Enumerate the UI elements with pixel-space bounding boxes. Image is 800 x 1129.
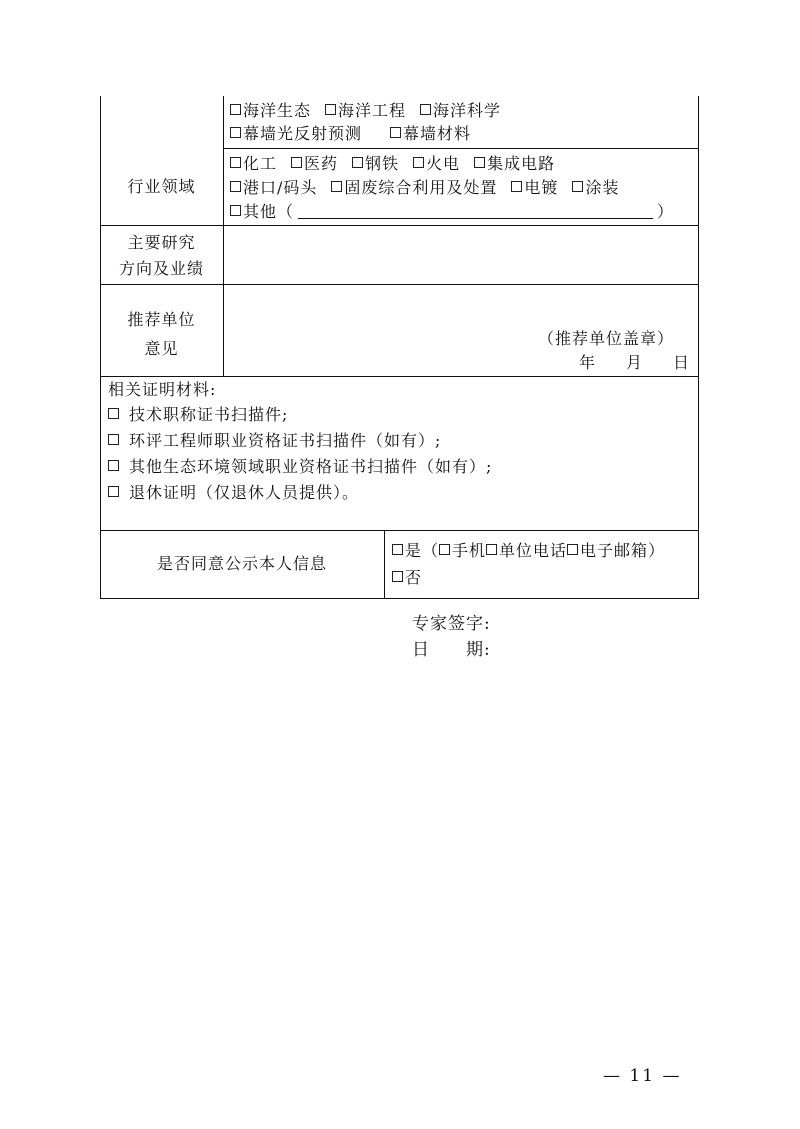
recommend-content-cell[interactable]	[224, 285, 698, 325]
publicity-label: 是否同意公示本人信息	[156, 554, 327, 573]
checkbox-icon[interactable]	[108, 408, 119, 419]
option-email[interactable]: 电子邮箱	[567, 541, 648, 560]
other-input-line[interactable]	[298, 204, 653, 219]
row-divider-5	[100, 530, 699, 531]
checkbox-icon[interactable]	[230, 127, 241, 138]
checkbox-icon[interactable]	[474, 157, 485, 168]
checkbox-icon[interactable]	[230, 181, 241, 192]
option-unit-phone[interactable]: 单位电话	[486, 541, 567, 560]
checkbox-icon[interactable]	[291, 157, 302, 168]
checkbox-icon[interactable]	[108, 434, 119, 445]
option-marine-ecology[interactable]: 海洋生态	[230, 101, 311, 120]
checkbox-icon[interactable]	[325, 104, 336, 115]
checkbox-icon[interactable]	[511, 181, 522, 192]
checkbox-icon[interactable]	[392, 544, 403, 555]
checkbox-icon[interactable]	[392, 571, 403, 582]
materials-item-3[interactable]: 其他生态环境领域职业资格证书扫描件（如有）;	[108, 457, 492, 477]
materials-item-1[interactable]: 技术职称证书扫描件;	[108, 405, 288, 425]
checkbox-icon[interactable]	[230, 205, 241, 216]
materials-title: 相关证明材料:	[108, 380, 217, 399]
option-thermal-power[interactable]: 火电	[413, 154, 460, 173]
checkbox-icon[interactable]	[108, 486, 119, 497]
industry-line3: 其他（ ）	[230, 202, 674, 222]
option-curtain-wall-reflection[interactable]: 幕墙光反射预测	[230, 124, 362, 143]
page-number: — 11 —	[603, 1066, 682, 1086]
checkbox-icon[interactable]	[420, 104, 431, 115]
recommend-date	[579, 353, 690, 373]
option-electroplating[interactable]: 电镀	[511, 178, 558, 197]
option-curtain-wall-material[interactable]: 幕墙材料	[390, 124, 471, 143]
checkbox-icon[interactable]	[230, 104, 241, 115]
table-border-bottom	[100, 598, 699, 599]
option-marine-science[interactable]: 海洋科学	[420, 101, 501, 120]
option-solid-waste[interactable]: 固废综合利用及处置	[331, 178, 497, 197]
option-no[interactable]: 否	[392, 568, 422, 587]
option-phone[interactable]: 手机	[439, 541, 486, 560]
industry-line2	[230, 178, 619, 198]
checkbox-icon[interactable]	[352, 157, 363, 168]
recommend-label: 推荐单位 意见	[127, 310, 196, 358]
option-port[interactable]: 港口/码头	[230, 178, 317, 197]
option-coating[interactable]: 涂装	[572, 178, 619, 197]
checkbox-icon[interactable]	[567, 544, 578, 555]
option-other[interactable]: 其他（	[230, 202, 294, 221]
research-content-cell[interactable]	[224, 226, 698, 284]
checkbox-icon[interactable]	[108, 460, 119, 471]
expert-signature[interactable]: 专家签字:	[412, 614, 491, 634]
option-chemical[interactable]: 化工	[230, 154, 277, 173]
materials-item-2[interactable]: 环评工程师职业资格证书扫描件（如有）;	[108, 431, 441, 451]
publicity-no-line	[392, 568, 422, 588]
option-ic[interactable]: 集成电路	[474, 154, 555, 173]
checkbox-icon[interactable]	[439, 544, 450, 555]
row-divider-4	[100, 376, 699, 377]
checkbox-icon[interactable]	[230, 157, 241, 168]
checkbox-icon[interactable]	[331, 181, 342, 192]
option-pharma[interactable]: 医药	[291, 154, 338, 173]
option-yes[interactable]: 是（	[392, 541, 439, 560]
recommend-seal: （推荐单位盖章）	[538, 329, 675, 348]
checkbox-icon[interactable]	[486, 544, 497, 555]
year-label: 年	[579, 353, 597, 372]
industry-line1	[230, 154, 555, 174]
continued-options-line1	[230, 101, 501, 121]
month-label: 月	[626, 353, 644, 372]
checkbox-icon[interactable]	[413, 157, 424, 168]
signature-date[interactable]: 日 期:	[412, 640, 491, 660]
table-border-right	[698, 96, 699, 599]
option-marine-engineering[interactable]: 海洋工程	[325, 101, 406, 120]
checkbox-icon[interactable]	[390, 127, 401, 138]
continued-options-line2	[230, 124, 471, 144]
option-steel[interactable]: 钢铁	[352, 154, 399, 173]
publicity-divider	[384, 530, 385, 599]
industry-label: 行业领域	[127, 177, 196, 196]
row-divider-1	[223, 148, 699, 149]
research-label: 主要研究 方向及业绩	[118, 233, 204, 278]
publicity-yes-line: 是（ 手机 单位电话 电子邮箱）	[392, 541, 665, 561]
checkbox-icon[interactable]	[572, 181, 583, 192]
day-label: 日	[673, 353, 691, 372]
materials-item-4[interactable]: 退休证明（仅退休人员提供）。	[108, 483, 359, 503]
